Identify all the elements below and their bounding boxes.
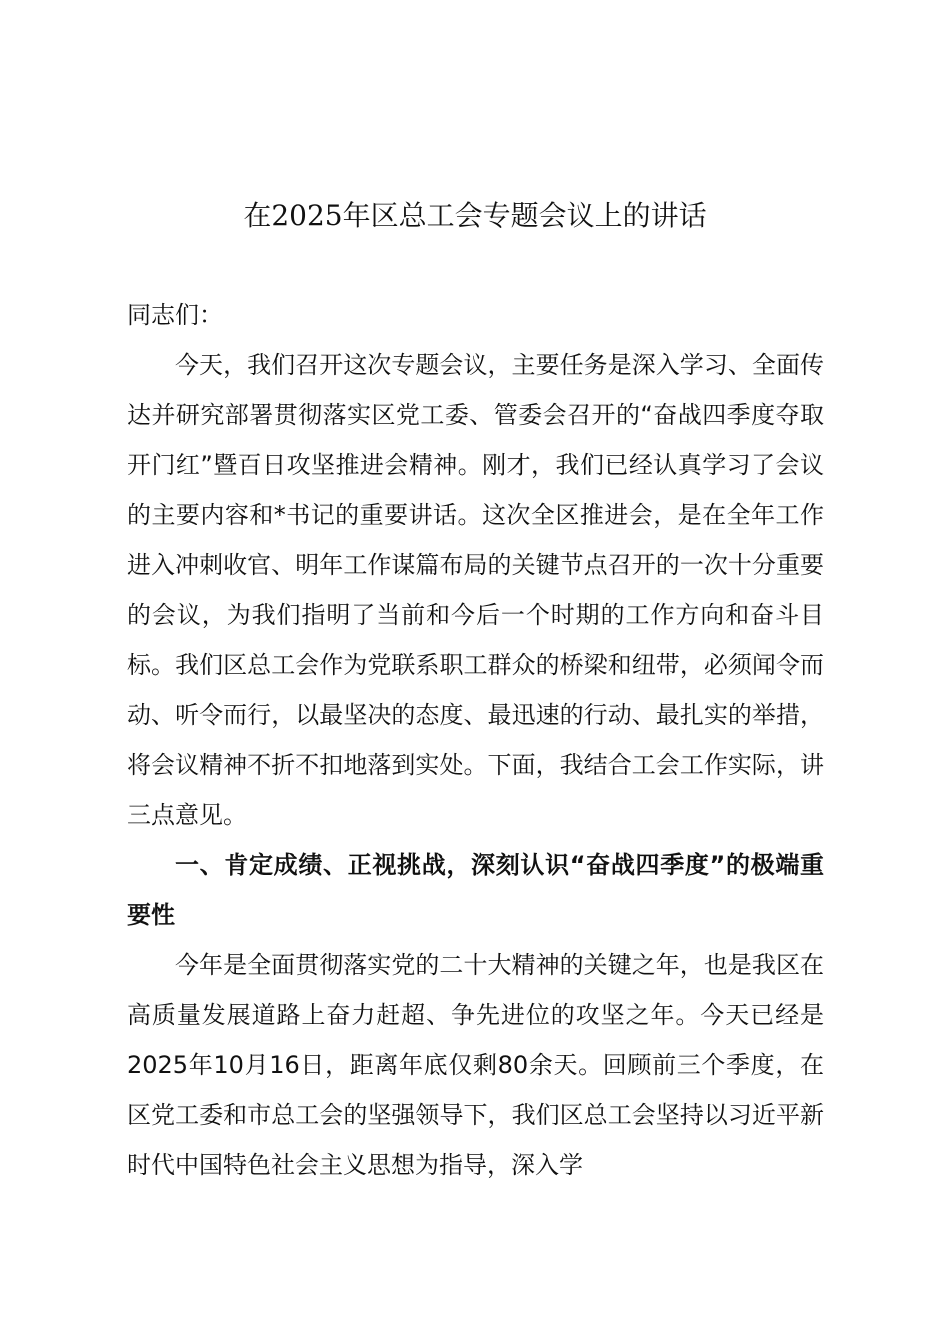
salutation: 同志们： [127,301,223,329]
section-heading-1: 一、肯定成绩、正视挑战，深刻认识“奋战四季度”的极端重要性 [127,851,824,929]
paragraph-section-1: 今年是全面贯彻落实党的二十大精神的关键之年，也是我区在高质量发展道路上奋力赶超、争先进位的攻坚之年。今天已经是2025年10月16日，距离年底仅剩80余天。回顾前三个季度，在区党工委和市总工会的坚强领导下，我们区总工会坚持以习近平新时代中国特色社会主义思想为指导，深入学 [127,951,824,1179]
document-title: 在2025年区总工会专题会议上的讲话 [243,199,707,232]
paragraph-intro: 今天，我们召开这次专题会议，主要任务是深入学习、全面传达并研究部署贯彻落实区党工委、管委会召开的“奋战四季度夺取开门红”暨百日攻坚推进会精神。刚才，我们已经认真学习了会议的主要内容和*书记的重要讲话。这次全区推进会，是在全年工作进入冲刺收官、明年工作谋篇布局的关键节点召开的一次十分重要的会议，为我们指明了当前和今后一个时期的工作方向和奋斗目标。我们区总工会作为党联系职工群众的桥梁和纽带，必须闻令而动、听令而行，以最坚决的态度、最迅速的行动、最扎实的举措，将会议精神不折不扣地落到实处。下面，我结合工会工作实际，讲三点意见。 [127,351,824,829]
document-body [127,290,824,1190]
